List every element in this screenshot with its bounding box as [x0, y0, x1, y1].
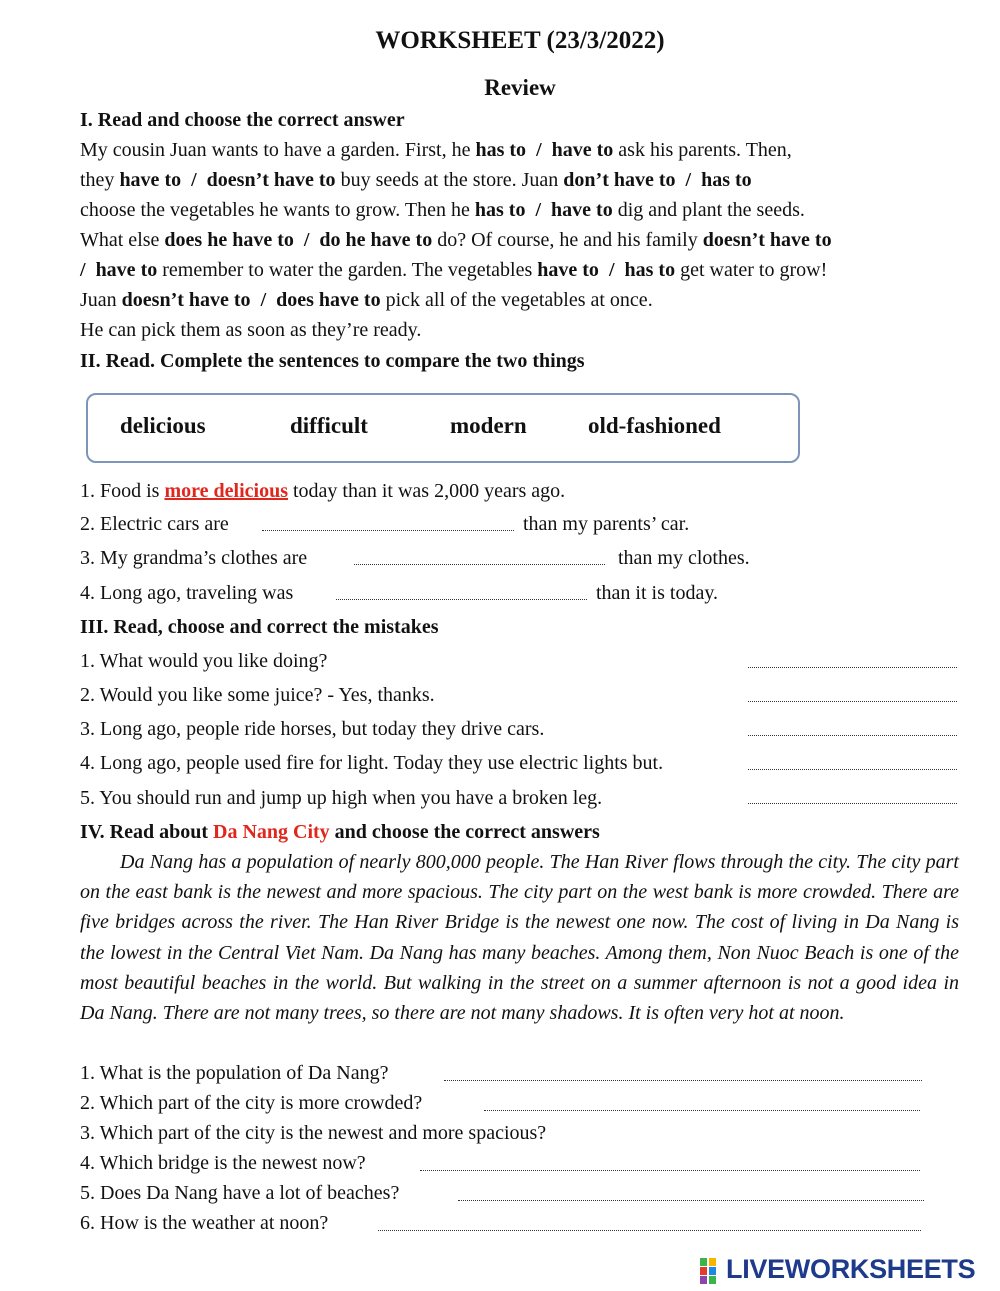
- answer-blank[interactable]: [262, 530, 514, 531]
- correction-blank[interactable]: [748, 735, 957, 736]
- choice-option[interactable]: has to: [475, 139, 527, 161]
- answer-blank[interactable]: [336, 599, 587, 600]
- answer-filled[interactable]: more delicious: [164, 480, 288, 502]
- question-6: 6. How is the weather at noon?: [80, 1212, 329, 1234]
- choice-option[interactable]: have to: [551, 199, 613, 221]
- mistake-item-1: 1. What would you like doing?: [80, 650, 328, 672]
- section-1-heading: I. Read and choose the correct answer: [80, 109, 405, 131]
- choice-option[interactable]: have to: [119, 169, 182, 191]
- section-3-heading: III. Read, choose and correct the mistakes: [80, 616, 439, 638]
- correction-blank[interactable]: [748, 667, 957, 668]
- section-1-line-3: choose the vegetables he wants to grow. Then he has to / have to dig and plant the seeds.: [80, 199, 805, 221]
- choice-option[interactable]: doesn’t have to: [206, 169, 336, 191]
- answer-blank[interactable]: [354, 564, 605, 565]
- question-4: 4. Which bridge is the newest now?: [80, 1152, 366, 1174]
- answer-blank[interactable]: [444, 1080, 922, 1081]
- liveworksheets-logo-icon: [700, 1258, 720, 1282]
- compare-sentence-1: 1. Food is more delicious today than it was 2,000 years ago.: [80, 480, 566, 502]
- reading-passage: Da Nang has a population of nearly 800,000 people. The Han River flows through the city. The city part on the east bank is the newest and more spacious. The city part on the west bank is more crowded. There are five bridges across the river. The Han River Bridge is the newest one now. The cost of living in Da Nang is the lowest in the Central Viet Nam. Da Nang has many beaches. Among them, Non Nuoc Beach is one of the most beautiful beaches in the world. But walking in the street on a summer afternoon is not a good idea in Da Nang. There are not many trees, so there are not many shadows. It is often very hot at noon.: [80, 851, 959, 1025]
- choice-option[interactable]: doesn’t have to: [702, 229, 832, 251]
- word-bank-item: delicious: [120, 413, 206, 438]
- section-4-heading: IV. Read about Da Nang City and choose the correct answers: [80, 821, 600, 843]
- word-bank-item: old-fashioned: [588, 413, 721, 438]
- compare-sentence-4-end: than it is today.: [596, 582, 719, 604]
- answer-blank[interactable]: [484, 1110, 920, 1111]
- section-1-line-7: He can pick them as soon as they’re ready.: [80, 319, 422, 341]
- compare-sentence-2: 2. Electric cars are: [80, 513, 229, 535]
- choice-option[interactable]: doesn’t have to: [121, 289, 251, 311]
- compare-sentence-2-end: than my parents’ car.: [523, 513, 690, 535]
- correction-blank[interactable]: [748, 701, 957, 702]
- compare-sentence-3: 3. My grandma’s clothes are: [80, 547, 308, 569]
- mistake-item-2: 2. Would you like some juice? - Yes, thanks.: [80, 684, 435, 706]
- choice-option[interactable]: has to: [701, 169, 752, 191]
- city-name: Da Nang City: [213, 821, 330, 843]
- answer-blank[interactable]: [458, 1200, 924, 1201]
- section-1-line-2: they have to / doesn’t have to buy seeds at the store. Juan don’t have to / has to: [80, 169, 752, 191]
- section-1-line-4: What else does he have to / do he have to do? Of course, he and his family doesn’t have to: [80, 229, 832, 251]
- page-subtitle: Review: [484, 75, 556, 100]
- question-2: 2. Which part of the city is more crowded?: [80, 1092, 423, 1114]
- question-1: 1. What is the population of Da Nang?: [80, 1062, 389, 1084]
- section-1-line-6: Juan doesn’t have to / does have to pick all of the vegetables at once.: [80, 289, 653, 311]
- section-1-line-5: / have to remember to water the garden. The vegetables have to / has to get water to grow!: [80, 259, 828, 281]
- question-3: 3. Which part of the city is the newest and more spacious?: [80, 1122, 547, 1144]
- compare-sentence-3-end: than my clothes.: [618, 547, 750, 569]
- section-2-heading: II. Read. Complete the sentences to compare the two things: [80, 350, 585, 372]
- word-bank-item: modern: [450, 413, 527, 438]
- choice-option[interactable]: do he have to: [319, 229, 433, 251]
- correction-blank[interactable]: [748, 803, 957, 804]
- word-bank-item: difficult: [290, 413, 368, 438]
- question-5: 5. Does Da Nang have a lot of beaches?: [80, 1182, 400, 1204]
- mistake-item-5: 5. You should run and jump up high when you have a broken leg.: [80, 787, 603, 809]
- choice-option[interactable]: have to: [551, 139, 614, 161]
- mistake-item-4: 4. Long ago, people used fire for light. Today they use electric lights but.: [80, 752, 664, 774]
- mistake-item-3: 3. Long ago, people ride horses, but today they drive cars.: [80, 718, 545, 740]
- choice-option[interactable]: don’t have to: [563, 169, 676, 191]
- choice-option[interactable]: has to: [624, 259, 676, 281]
- page-title: WORKSHEET (23/3/2022): [375, 27, 665, 54]
- choice-option[interactable]: have to: [537, 259, 599, 281]
- answer-blank[interactable]: [378, 1230, 921, 1231]
- compare-sentence-4: 4. Long ago, traveling was: [80, 582, 294, 604]
- choice-option[interactable]: have to: [95, 259, 158, 281]
- choice-option[interactable]: does have to: [276, 289, 381, 311]
- section-1-line-1: My cousin Juan wants to have a garden. First, he has to / have to ask his parents. Then,: [80, 139, 792, 161]
- correction-blank[interactable]: [748, 769, 957, 770]
- word-box: [86, 393, 800, 463]
- liveworksheets-logo-text: LIVEWORKSHEETS: [726, 1254, 976, 1284]
- answer-blank[interactable]: [420, 1170, 920, 1171]
- choice-option[interactable]: does he have to: [164, 229, 294, 251]
- choice-option[interactable]: has to: [474, 199, 526, 221]
